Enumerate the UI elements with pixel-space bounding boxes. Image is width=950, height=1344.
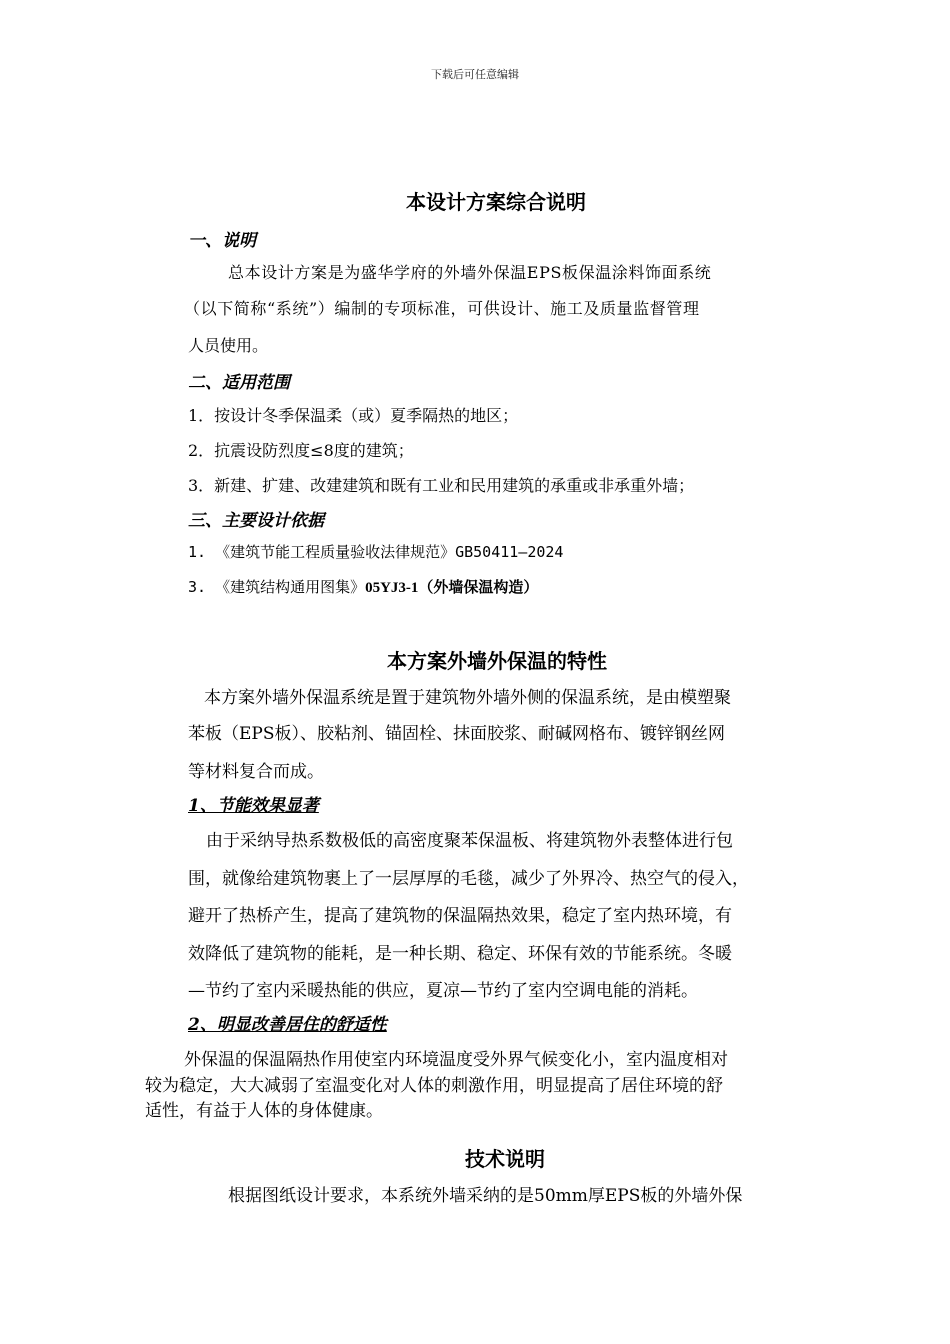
- heading-scope: 二、适用范围: [188, 373, 290, 393]
- paragraph-line: 总本设计方案是为盛华学府的外墙外保温EPS板保温涂料饰面系统: [228, 263, 712, 282]
- paragraph-line: 等材料复合而成。: [188, 762, 324, 782]
- list-item: 2．抗震设防烈度≤8度的建筑；: [188, 441, 414, 460]
- heading-design-basis: 三、主要设计依据: [188, 511, 324, 531]
- paragraph-line: 苯板（EPS板）、胶粘剂、锚固栓、抹面胶浆、耐碱网格布、镀锌钢丝网: [188, 724, 725, 744]
- paragraph-line: 避开了热桥产生，提高了建筑物的保温隔热效果，稳定了室内热环境，有: [188, 906, 732, 926]
- paragraph-line: 围，就像给建筑物裹上了一层厚厚的毛毯，减少了外界冷、热空气的侵入，: [188, 869, 749, 889]
- paragraph-line: （以下简称“系统”）编制的专项标准，可供设计、施工及质量监督管理: [184, 299, 700, 318]
- heading-energy-saving: 1、节能效果显著: [188, 796, 319, 816]
- basis-item-3-code: 05YJ3-1: [365, 580, 419, 596]
- heading-comfort: 2、明显改善居住的舒适性: [188, 1015, 387, 1035]
- list-item: 3．新建、扩建、改建建筑和既有工业和民用建筑的承重或非承重外墙；: [188, 476, 695, 495]
- list-item: [188, 576, 538, 597]
- paragraph-line: —节约了室内采暖热能的供应，夏凉—节约了室内空调电能的消耗。: [188, 981, 698, 1001]
- basis-item-3-prefix: 3. 《建筑结构通用图集》: [188, 578, 366, 596]
- paragraph-line: 人员使用。: [188, 336, 269, 355]
- title-technical: 技术说明: [465, 1147, 545, 1171]
- basis-item-3-suffix: （外墙保温构造）: [418, 578, 539, 596]
- paragraph-line: 较为稳定，大大减弱了室温变化对人体的刺激作用，明显提高了居住环境的舒: [145, 1076, 723, 1096]
- title-design-overview: 本设计方案综合说明: [406, 190, 586, 214]
- paragraph-line: 效降低了建筑物的能耗，是一种长期、稳定、环保有效的节能系统。冬暖: [188, 944, 732, 964]
- page-header: 下载后可任意编辑: [431, 68, 519, 81]
- list-item: [188, 541, 563, 562]
- paragraph-line: 根据图纸设计要求，本系统外墙采纳的是50mm厚EPS板的外墙外保: [228, 1186, 743, 1206]
- paragraph-line: 适性，有益于人体的身体健康。: [145, 1101, 383, 1121]
- paragraph-line: 由于采纳导热系数极低的高密度聚苯保温板、将建筑物外表整体进行包: [206, 831, 733, 851]
- paragraph-line: 外保温的保温隔热作用使室内环境温度受外界气候变化小，室内温度相对: [184, 1050, 728, 1070]
- list-item: 1．按设计冬季保温柔（或）夏季隔热的地区；: [188, 406, 519, 425]
- basis-item-1: 1. 《建筑节能工程质量验收法律规范》GB50411—2024: [188, 543, 564, 561]
- title-characteristics: 本方案外墙外保温的特性: [387, 649, 607, 673]
- heading-description: 一、说明: [188, 231, 256, 251]
- paragraph-line: 本方案外墙外保温系统是置于建筑物外墙外侧的保温系统，是由模塑聚: [204, 688, 731, 708]
